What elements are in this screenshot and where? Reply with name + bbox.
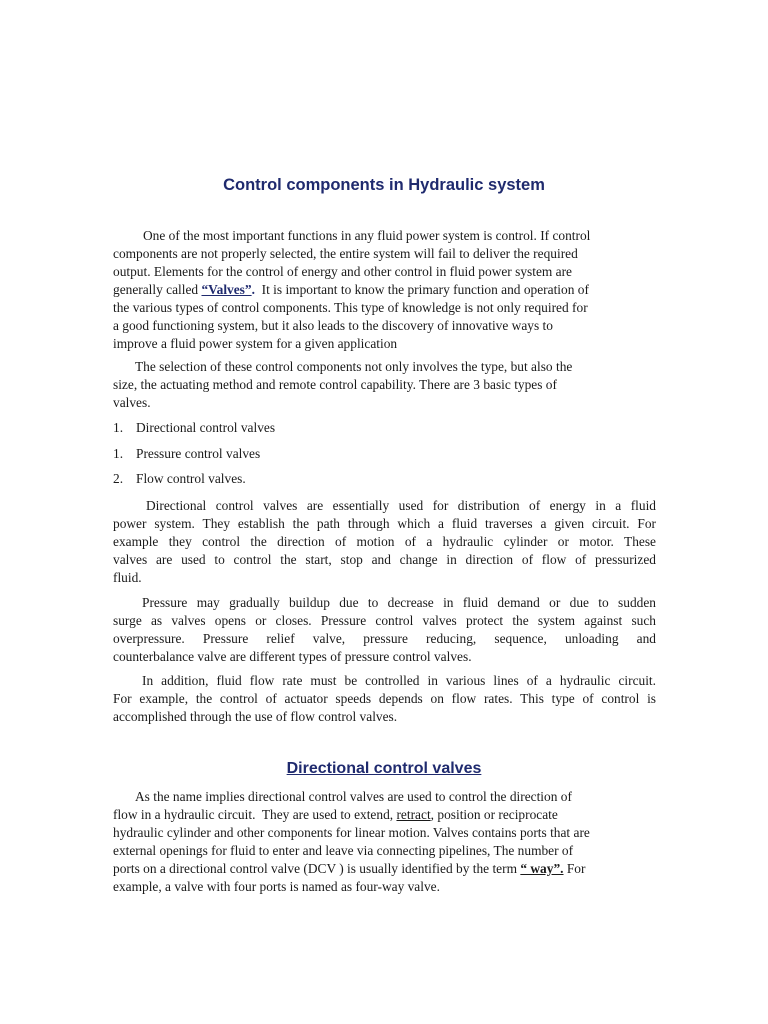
text-line: hydraulic cylinder and other components for linear motion. Valves contains ports that are [113,825,590,840]
text-line: overpressure. Pressure relief valve, pressure reducing, sequence, unloading and [113,631,656,646]
list-text: Directional control valves [136,420,276,435]
text-line: valves. [113,395,151,410]
text-line [113,860,656,878]
paragraph-intro [113,227,656,353]
text-line: As the name implies directional control valves are used to control the direction of [135,789,572,804]
page-title: Control components in Hydraulic system [223,176,545,194]
text-line: accomplished through the use of flow control valves. [113,709,398,724]
text-line: output. Elements for the control of energy and other control in fluid power system are [113,264,573,279]
text-line: fluid. [113,570,142,585]
text-fragment: For [563,861,586,876]
text-line: Directional control valves are essentially used for distribution of energy in a fluid [146,498,656,513]
list-item [113,445,260,463]
text-line: components are not properly selected, the entire system will fail to deliver the required [113,246,578,261]
text-line [113,281,656,299]
section-heading [0,760,768,778]
text-fragment: , position or reciprocate [430,807,558,822]
text-line: The selection of these control components not only involves the type, but also the [135,359,573,374]
text-line: a good functioning system, but it also leads to the discovery of innovative ways to [113,318,553,333]
text-line: For example, the control of actuator speeds depends on flow rates. This type of control is [113,691,656,706]
paragraph-selection [113,358,656,412]
paragraph-pressure [113,594,656,666]
paragraph-directional [113,497,656,587]
text-line: valves are used to control the start, stop and change in direction of flow of pressurized [113,552,656,567]
list-number: 2. [113,471,124,486]
text-line: In addition, fluid flow rate must be controlled in various lines of a hydraulic circuit. [142,673,656,688]
list-text: Flow control valves. [136,471,246,486]
text-line: power system. They establish the path through which a fluid traverses a given circuit. For [113,516,656,531]
list-number: 1. [113,420,124,435]
list-number: 1. [113,446,124,461]
text-line: Pressure may gradually buildup due to decrease in fluid demand or due to sudden [142,595,656,610]
text-line: improve a fluid power system for a given application [113,336,398,351]
way-term: “ way”. [520,861,564,876]
text-line: the various types of control components. This type of knowledge is not only required for [113,300,588,315]
text-fragment: ports on a directional control valve (DCV ) is usually identified by the term [113,861,521,876]
text-fragment: It is important to know the primary function and operation of [254,282,589,297]
text-line: example, a valve with four ports is named as four-way valve. [113,879,440,894]
list-item [113,470,246,488]
paragraph-flow [113,672,656,726]
retract-term: retract [396,807,431,822]
text-line: example they control the direction of motion of a hydraulic cylinder or motor. These [113,534,656,549]
text-fragment: generally called [113,282,202,297]
paragraph-dcv [113,788,656,896]
list-text: Pressure control valves [136,446,261,461]
text-line: surge as valves opens or closes. Pressure control valves protect the system against such [113,613,656,628]
text-line: external openings for fluid to enter and leave via connecting pipelines, The number of [113,843,574,858]
text-fragment: . [251,282,255,297]
text-line [113,806,656,824]
list-item [113,419,275,437]
section-heading-text: Directional control valves [286,760,482,777]
text-fragment: flow in a hydraulic circuit. They are used to extend, [113,807,397,822]
text-line: One of the most important functions in any fluid power system is control. If control [143,228,591,243]
text-line: size, the actuating method and remote control capability. There are 3 basic types of [113,377,557,392]
text-line: counterbalance valve are different types of pressure control valves. [113,649,472,664]
valves-term: “Valves” [201,282,252,297]
